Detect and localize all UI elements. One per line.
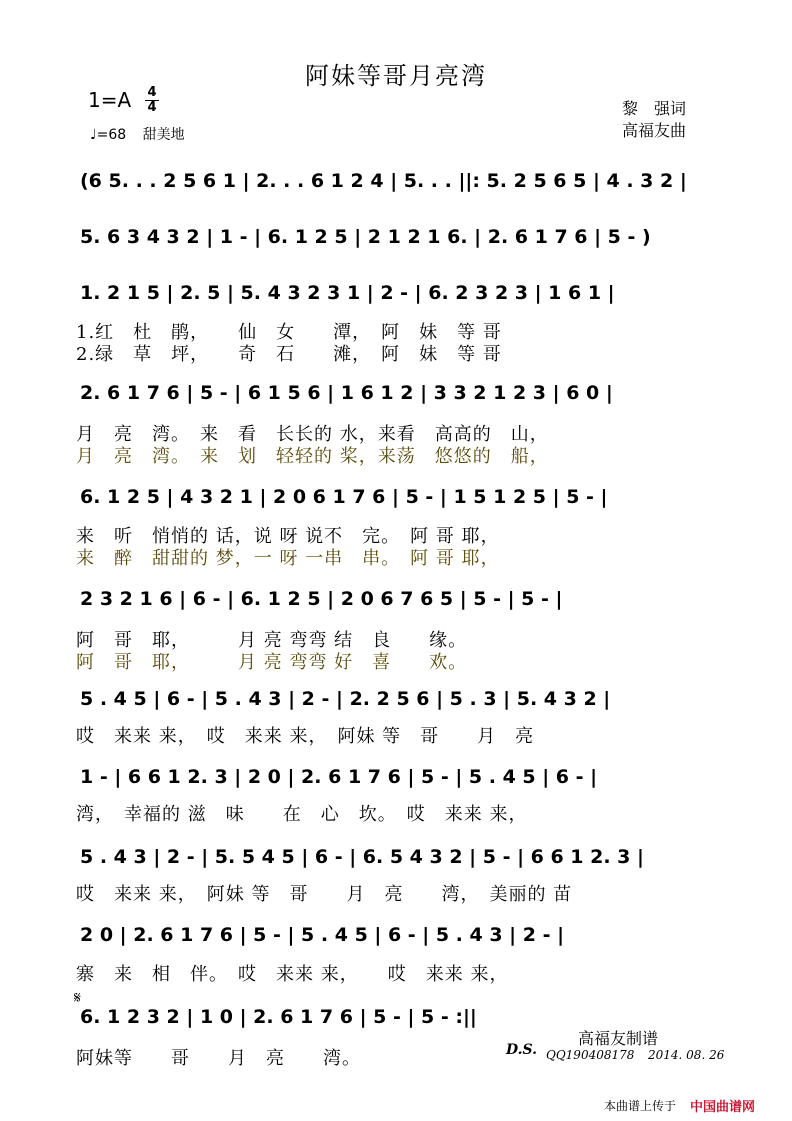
score-line-8-notes: 1 - | 6 6 1 2. 3 | 2 0 | 2. 6 1 7 6 | 5 - | 5 . 4 5 | 6 - | (80, 766, 598, 788)
score-line-3-lyric-2: 2.绿 草 坪， 奇 石 滩， 阿 妹 等 哥 (76, 344, 502, 365)
score-line-2-notes: 5. 6 3 4 3 2 | 1 - | 6. 1 2 5 | 2 1 2 1 6. | 2. 6 1 7 6 | 5 - ) (80, 226, 651, 248)
score-line-7-lyric-1: 哎 来来 来， 哎 来来 来， 阿妹 等 哥 月 亮 (76, 726, 535, 747)
time-signature-top: 4 (145, 86, 159, 101)
score-line-3-notes: 1. 2 1 5 | 2. 5 | 5. 4 3 2 3 1 | 2 - | 6. 2 3 2 3 | 1 6 1 | (80, 282, 615, 304)
score-line-9-lyric-1: 哎 来来 来， 阿妹 等 哥 月 亮 湾， 美丽的 苗 (76, 884, 573, 905)
score-line-4-lyric-2: 月 亮 湾。 来 划 轻轻的 桨，来荡 悠悠的 船， (76, 446, 549, 467)
tempo-marking (90, 124, 185, 144)
time-signature (145, 86, 159, 115)
score-line-5-lyric-2: 来 醉 甜甜的 梦，一 呀 一串 串。 阿 哥 耶， (76, 548, 500, 569)
composer-credit: 高福友曲 (622, 121, 687, 140)
score-line-5-lyric-1: 来 听 悄悄的 话，说 呀 说不 完。 阿 哥 耶， (76, 526, 500, 547)
score-line-6-lyric-1: 阿 哥 耶， 月 亮 弯弯 结 良 缘。 (76, 630, 468, 651)
score-line-1-notes: (6 5. . . 2 5 6 1 | 2. . . 6 1 2 4 | 5. . . ||: 5. 2 5 6 5 | 4 . 3 2 | (80, 170, 687, 192)
score-line-4-lyric-1: 月 亮 湾。 来 看 长长的 水，来看 高高的 山， (76, 424, 549, 445)
score-line-3-lyric-1: 1.红 杜 鹃， 仙 女 潭， 阿 妹 等 哥 (76, 322, 502, 343)
arrangement-date: 2014. 08. 26 (648, 1048, 725, 1062)
score-line-10-lyric-1: 寨 来 相 伴。 哎 来来 来， 哎 来来 来， (76, 964, 509, 985)
tempo-expression: 甜美地 (142, 127, 185, 143)
ds-mark: D.S. (506, 1042, 538, 1058)
score-line-9-notes: 5 . 4 3 | 2 - | 5. 5 4 5 | 6 - | 6. 5 4 3 2 | 5 - | 6 6 1 2. 3 | (80, 846, 644, 868)
score-line-7-notes: 5 . 4 5 | 6 - | 5 . 4 3 | 2 - | 2. 2 5 6 | 5 . 3 | 5. 4 3 2 | (80, 688, 611, 710)
score-line-11-notes: 6. 1 2 3 2 | 1 0 | 2. 6 1 7 6 | 5 - | 5 - :|| (80, 1006, 477, 1028)
score-line-10-notes: 2 0 | 2. 6 1 7 6 | 5 - | 5 . 4 5 | 6 - | 5 . 4 3 | 2 - | (80, 924, 565, 946)
site-logo: 中国曲谱网 (690, 1100, 756, 1115)
segno-mark: 𝄋 (74, 988, 81, 1007)
tempo-note: ♩=68 (90, 127, 127, 143)
time-signature-bottom: 4 (147, 100, 157, 115)
qq-number: QQ190408178 (546, 1048, 635, 1062)
score-line-6-notes: 2 3 2 1 6 | 6 - | 6. 1 2 5 | 2 0 6 7 6 5 | 5 - | 5 - | (80, 588, 563, 610)
score-line-8-lyric-1: 湾， 幸福的 滋 味 在 心 坎。 哎 来来 来， (76, 804, 528, 825)
score-line-4-notes: 2. 6 1 7 6 | 5 - | 6 1 5 6 | 1 6 1 2 | 3 3 2 1 2 3 | 6 0 | (80, 382, 613, 404)
upload-text: 本曲谱上传于 (604, 1099, 677, 1113)
score-line-5-notes: 6. 1 2 5 | 4 3 2 1 | 2 0 6 1 7 6 | 5 - | 1 5 1 2 5 | 5 - | (80, 486, 608, 508)
lyricist-credit: 黎 强词 (622, 99, 687, 118)
score-line-6-lyric-2: 阿 哥 耶， 月 亮 弯弯 好 喜 欢。 (76, 652, 468, 673)
arranger-credit: 高福友制谱 (578, 1029, 659, 1048)
key-signature: 1=A (88, 88, 132, 112)
score-line-11-lyric-1: 阿妹等 哥 月 亮 湾。 (76, 1048, 361, 1069)
song-title: 阿妹等哥月亮湾 (305, 62, 487, 90)
